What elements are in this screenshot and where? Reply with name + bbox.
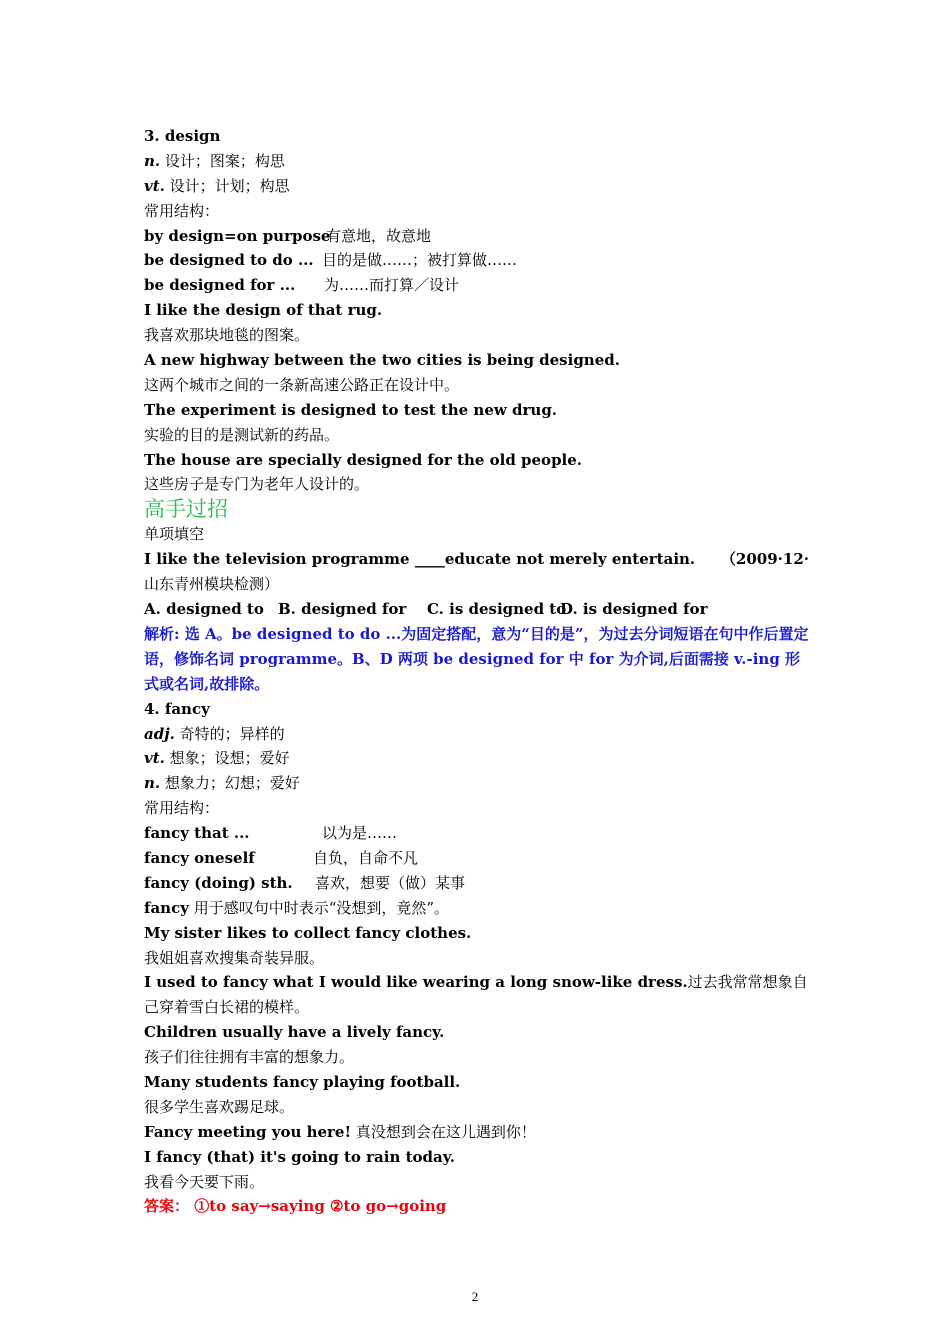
option-d: D. is designed for: [560, 600, 708, 619]
option-b: B. designed for: [278, 600, 407, 619]
structure-row: fancy oneself 自负，自命不凡: [144, 848, 419, 867]
example-cn: 这两个城市之间的一条新高速公路正在设计中。: [144, 375, 460, 394]
example-en: I fancy (that) it's going to rain today.: [144, 1147, 455, 1166]
practice-subtitle: 单项填空: [144, 525, 205, 544]
example-en-with-cn: Fancy meeting you here! 真没想到会在这儿遇到你！: [144, 1122, 536, 1141]
usage-note: fancy 用于感叹句中时表示“没想到，竟然”。: [144, 898, 450, 917]
example-cn: 我喜欢那块地毯的图案。: [144, 326, 310, 345]
example-en: The house are specially designed for the old people.: [144, 450, 583, 469]
structures-label: 常用结构：: [144, 799, 220, 818]
structure-row: fancy (doing) sth. 喜欢，想要（做）某事: [144, 873, 466, 892]
question-source-continued: 山东青州模块检测）: [144, 575, 280, 594]
analysis-paragraph: 解析: 选 A。be designed to do ...为固定搭配，意为“目的是”，为过去分词短语在句中作后置定语，修饰名词 programme。B、D 两项 be designed for 中 for 为介词,后面需接 v.-ing 形式或名词,故排除。: [144, 624, 809, 693]
entry-heading-design: 3. design: [144, 127, 221, 145]
example-en: My sister likes to collect fancy clothes.: [144, 923, 472, 942]
example-cn: 这些房子是专门为老年人设计的。: [144, 475, 370, 494]
structures-label: 常用结构：: [144, 201, 220, 220]
example-en: I like the design of that rug.: [144, 301, 383, 320]
structure-row: by design=on purpose有意地，故意地: [144, 226, 432, 245]
structure-row: fancy that ... 以为是……: [144, 824, 398, 843]
example-cn: 孩子们往往拥有丰富的想象力。: [144, 1048, 355, 1067]
document-body: [144, 124, 809, 1219]
example-cn: 我姐姐喜欢搜集奇装异服。: [144, 948, 325, 967]
example-en: The experiment is designed to test the new drug.: [144, 400, 558, 419]
definition-verb: vt. 想象；设想；爱好: [144, 749, 290, 768]
page-number: 2: [471, 1289, 479, 1304]
example-cn: 实验的目的是测试新的药品。: [144, 425, 340, 444]
example-en: A new highway between the two cities is being designed.: [144, 351, 620, 370]
definition-noun: n. 想象力；幻想；爱好: [144, 774, 300, 793]
practice-question: [144, 547, 809, 572]
example-cn: 我看今天要下雨。: [144, 1172, 265, 1191]
example-en-with-cn: I used to fancy what I would like wearing a long snow-like dress.过去我常常想象自己穿着雪白长裙的模样。: [144, 973, 808, 1017]
answer-label: 答案：: [144, 1197, 190, 1216]
example-en: Many students fancy playing football.: [144, 1073, 461, 1092]
practice-title: 高手过招: [144, 497, 228, 522]
answer-text: ①to say→saying ②to go→going: [189, 1197, 447, 1216]
question-source: （2009·12·: [720, 550, 809, 569]
entry-heading-fancy: 4. fancy: [144, 699, 210, 718]
structure-row: be designed to do ... 目的是做……；被打算做……: [144, 251, 518, 270]
answer-options: [144, 597, 809, 622]
option-c: C. is designed to: [427, 600, 567, 619]
definition-noun: n. 设计；图案；构思: [144, 151, 285, 170]
example-cn: 很多学生喜欢踢足球。: [144, 1097, 295, 1116]
definition-adjective: adj. 奇特的；异样的: [144, 724, 285, 743]
example-en: Children usually have a lively fancy.: [144, 1023, 445, 1042]
answer-line: [144, 1194, 809, 1219]
question-text: I like the television programme ____educate not merely entertain.: [144, 550, 696, 569]
structure-row: be designed for ... 为……而打算／设计: [144, 276, 460, 295]
option-a: A. designed to: [144, 600, 264, 619]
definition-verb: vt. 设计；计划；构思: [144, 176, 290, 195]
